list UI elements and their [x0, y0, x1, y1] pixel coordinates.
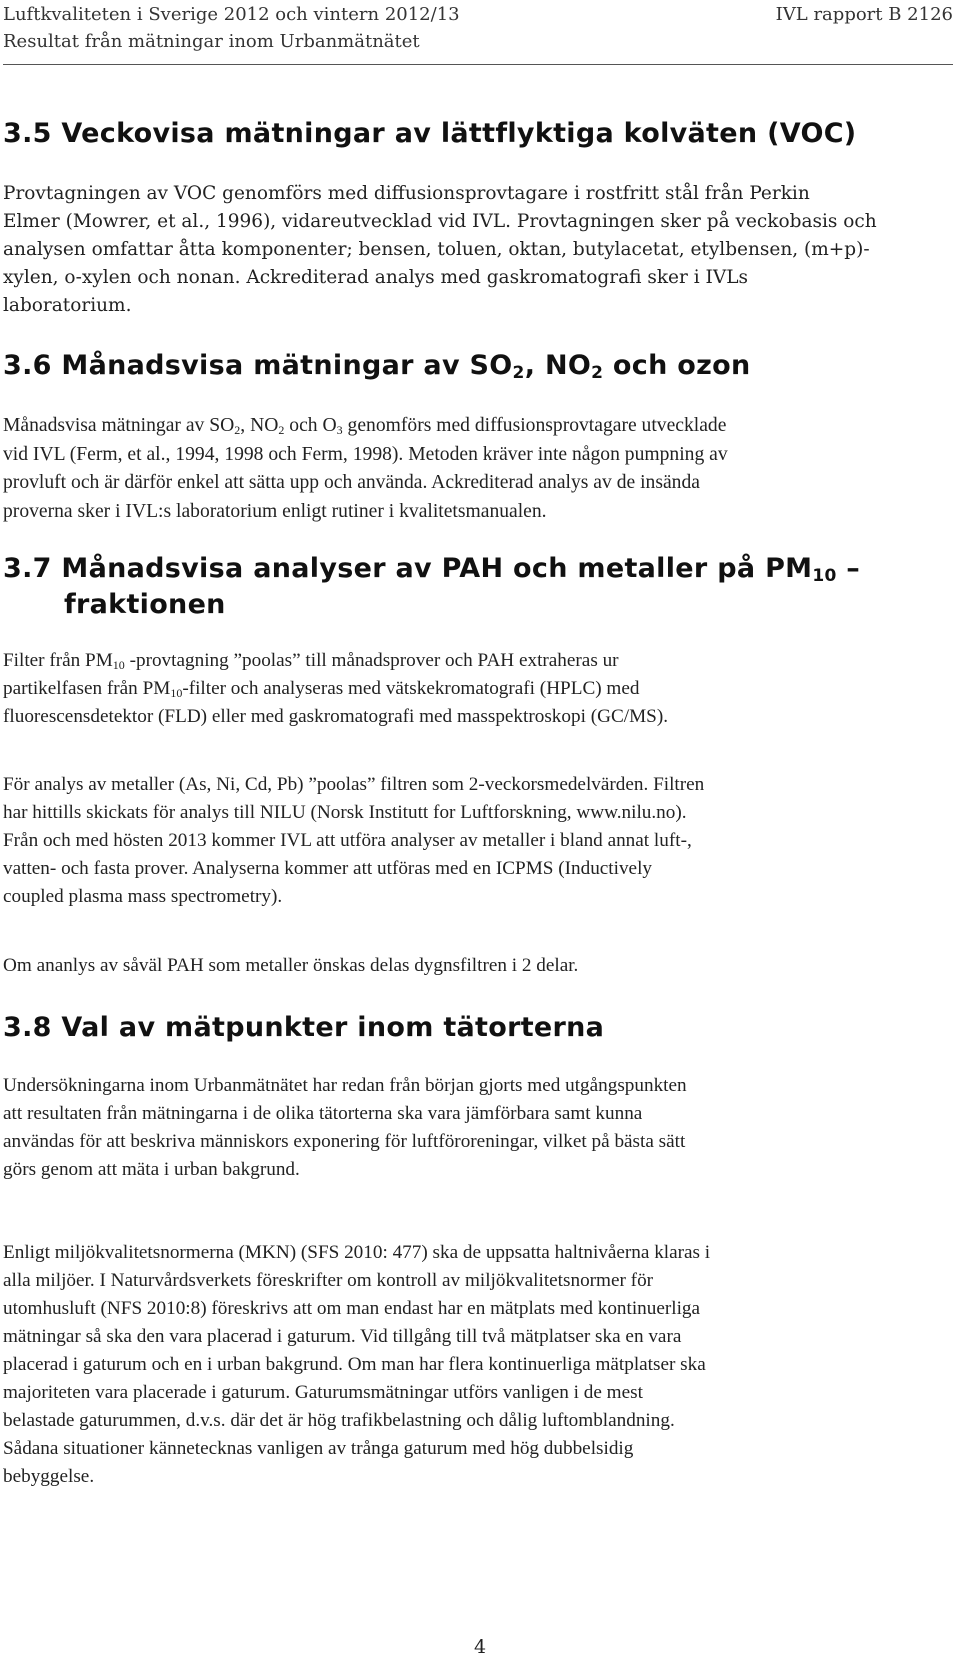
- text-line: För analys av metaller (As, Ni, Cd, Pb) ”poolas” filtren som 2-veckorsmedelvärden. Filtren: [3, 774, 705, 795]
- paragraph-so2-no2-ozon: [3, 412, 943, 526]
- text-line: analysen omfattar åtta komponenter; bensen, toluen, oktan, butylacetat, etylbensen, (m+p)-: [3, 239, 870, 260]
- text-line: Undersökningarna inom Urbanmätnätet har redan från början gjorts med utgångspunkten: [3, 1075, 687, 1096]
- text-line: placerad i gaturum och en i urban bakgrund. Om man har flera kontinuerliga mätplatser ska: [3, 1354, 706, 1375]
- heading-3-6: 3.6 Månadsvisa mätningar av $SO_2$, $NO_2$ och ozon: [3, 350, 751, 383]
- text-line: Enligt miljökvalitetsnormerna (MKN) (SFS 2010: 477) ska de uppsatta haltnivåerna klaras i: [3, 1242, 711, 1263]
- text-line: utomhusluft (NFS 2010:8) föreskrivs att om man endast har en mätplats med kontinuerliga: [3, 1298, 701, 1319]
- heading-3-7: 3.7 Månadsvisa analyser av PAH och metaller på $PM_{10}$ – fraktionen: [3, 553, 861, 620]
- text-line: Provtagningen av VOC genomförs med diffusionsprovtagare i rostfritt stål från Perkin: [3, 183, 810, 204]
- text-line: Filter från $PM_{10}$ -provtagning ”poolas” till månadsprover och PAH extraheras ur: [3, 650, 619, 672]
- paragraph-dygnsfilter: [3, 952, 943, 980]
- heading-3-8: 3.8 Val av mätpunkter inom tätorterna: [3, 1012, 605, 1043]
- text-line: provluft och är därför enkel att sätta upp och använda. Ackrediterad analys av de insända: [3, 472, 700, 493]
- paragraph-urbanmatnatet: [3, 1072, 943, 1184]
- report-number: IVL rapport B 2126: [775, 4, 953, 25]
- text-line: laboratorium.: [3, 295, 132, 316]
- text-line: bebyggelse.: [3, 1466, 95, 1487]
- text-line: alla miljöer. I Naturvårdsverkets föreskrifter om kontroll av miljökvalitetsnormer för: [3, 1270, 654, 1291]
- text-line: användas för att beskriva människors exponering för luftföroreningar, vilket på bästa sätt: [3, 1131, 686, 1152]
- text-line: coupled plasma mass spectrometry).: [3, 886, 283, 907]
- text-line: partikelfasen från $PM_{10}$-filter och analyseras med vätskekromatografi (HPLC) med: [3, 678, 640, 700]
- paragraph-pah: [3, 647, 943, 731]
- paragraph-metaller: [3, 771, 943, 911]
- text-line: vatten- och fasta prover. Analyserna kommer att utföras med en ICPMS (Inductively: [3, 858, 653, 879]
- text-line: Månadsvisa mätningar av $SO_2$, $NO_2$ och $O_3$ genomförs med diffusionsprovtagare utvecklade: [3, 415, 727, 437]
- text-line: belastade gaturummen, d.v.s. där det är hög trafikbelastning och dålig luftomblandning.: [3, 1410, 675, 1431]
- text-line: Elmer (Mowrer, et al., 1996), vidareutvecklad vid IVL. Provtagningen sker på veckobasis och: [3, 211, 877, 232]
- page-number: 4: [473, 1636, 487, 1658]
- paragraph-mkn: [3, 1239, 943, 1491]
- text-line: Om ananlys av såväl PAH som metaller önskas delas dygnsfiltren i 2 delar.: [3, 955, 579, 976]
- text-line: att resultaten från mätningarna i de olika tätorterna ska vara jämförbara samt kunna: [3, 1103, 643, 1124]
- text-line: Sådana situationer kännetecknas vanligen av trånga gaturum med hög dubbelsidig: [3, 1438, 634, 1459]
- chapter-title: Resultat från mätningar inom Urbanmätnätet: [3, 31, 420, 52]
- text-line: xylen, o-xylen och nonan. Ackrediterad analys med gaskromatografi sker i IVLs: [3, 267, 748, 288]
- header-rule: [3, 64, 953, 65]
- text-line: proverna sker i IVL:s laboratorium enligt rutiner i kvalitetsmanualen.: [3, 500, 547, 522]
- text-line: vid IVL (Ferm, et al., 1994, 1998 och Ferm, 1998). Metoden kräver inte någon pumpning av: [3, 443, 728, 465]
- report-title: Luftkvaliteten i Sverige 2012 och vintern 2012/13: [3, 4, 460, 25]
- text-line: majoriteten vara placerade i gaturum. Gaturumsmätningar utförs vanligen i de mest: [3, 1382, 643, 1403]
- heading-3-5: 3.5 Veckovisa mätningar av lättflyktiga kolväten (VOC): [3, 118, 857, 149]
- text-line: fluorescensdetektor (FLD) eller med gaskromatografi med masspektroskopi (GC/MS).: [3, 706, 669, 727]
- running-header: [3, 0, 953, 55]
- text-line: mätningar så ska den vara placerad i gaturum. Vid tillgång till två mätplatser ska en vara: [3, 1326, 682, 1347]
- text-line: görs genom att mäta i urban bakgrund.: [3, 1159, 300, 1180]
- paragraph-voc: [3, 180, 943, 320]
- text-line: Från och med hösten 2013 kommer IVL att utföra analyser av metaller i bland annat luft-,: [3, 830, 692, 851]
- text-line: har hittills skickats för analys till NILU (Norsk Institutt for Luftforskning, www.nilu.no).: [3, 802, 687, 823]
